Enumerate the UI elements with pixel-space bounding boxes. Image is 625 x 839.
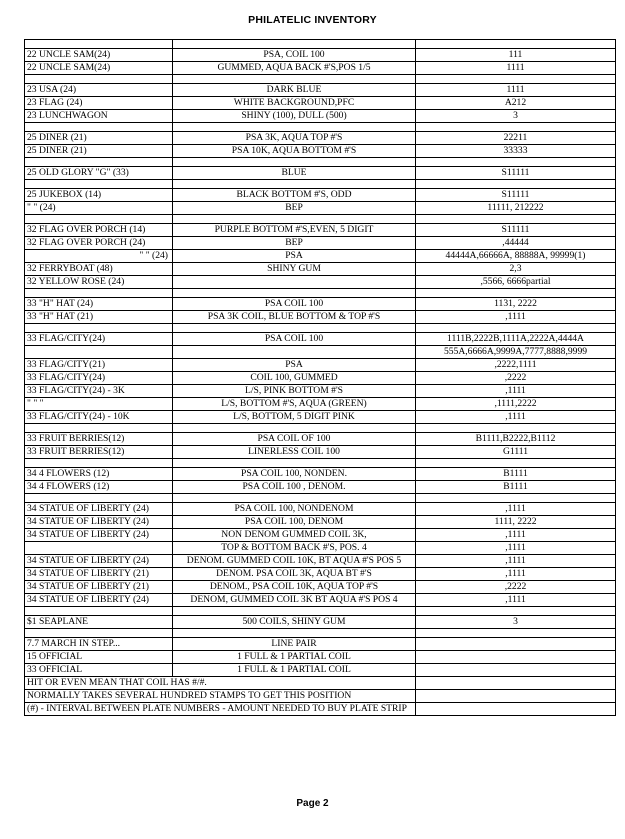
table-row xyxy=(25,167,616,180)
empty-cell xyxy=(416,607,616,616)
empty-cell xyxy=(25,459,173,468)
description-cell: DENOM. PSA COIL 3K, AQUA BT #'S xyxy=(173,568,416,581)
item-name-cell: 23 FLAG (24) xyxy=(25,97,173,110)
spacer-row xyxy=(25,494,616,503)
plate-numbers-cell: S11111 xyxy=(416,189,616,202)
description-cell: DENOM. GUMMED COIL 10K, BT AQUA #'S POS 5 xyxy=(173,555,416,568)
empty-cell xyxy=(25,75,173,84)
table-row xyxy=(25,581,616,594)
item-name-cell: 34 STATUE OF LIBERTY (24) xyxy=(25,594,173,607)
description-cell: LINE PAIR xyxy=(173,638,416,651)
empty-cell xyxy=(416,215,616,224)
plate-numbers-cell: ,1111 xyxy=(416,411,616,424)
description-cell: PSA COIL 100 , DENOM. xyxy=(173,481,416,494)
table-row xyxy=(25,385,616,398)
description-cell: L/S, PINK BOTTOM #'S xyxy=(173,385,416,398)
description-cell: LINERLESS COIL 100 xyxy=(173,446,416,459)
plate-numbers-cell: 3 xyxy=(416,110,616,123)
item-name-cell xyxy=(25,542,173,555)
table-row xyxy=(25,263,616,276)
empty-cell xyxy=(416,40,616,49)
note-row xyxy=(25,690,616,703)
plate-numbers-cell: 1111 xyxy=(416,84,616,97)
empty-cell xyxy=(173,123,416,132)
description-cell: PSA COIL 100, DENOM xyxy=(173,516,416,529)
description-cell xyxy=(173,346,416,359)
plate-numbers-cell: S11111 xyxy=(416,167,616,180)
description-cell: BEP xyxy=(173,237,416,250)
plate-numbers-cell: A212 xyxy=(416,97,616,110)
empty-cell xyxy=(173,629,416,638)
empty-cell xyxy=(25,215,173,224)
plate-numbers-cell: 33333 xyxy=(416,145,616,158)
spacer-row xyxy=(25,607,616,616)
plate-numbers-cell: 2,3 xyxy=(416,263,616,276)
plate-numbers-cell xyxy=(416,664,616,677)
item-name-cell: 32 FLAG OVER PORCH (24) xyxy=(25,237,173,250)
empty-cell xyxy=(416,158,616,167)
item-name-cell: 25 OLD GLORY "G" (33) xyxy=(25,167,173,180)
table-row xyxy=(25,49,616,62)
plate-numbers-cell xyxy=(416,651,616,664)
item-name-cell: 33 FLAG/CITY(21) xyxy=(25,359,173,372)
empty-cell xyxy=(173,289,416,298)
description-cell: PSA COIL 100 xyxy=(173,333,416,346)
plate-numbers-cell: 1111, 2222 xyxy=(416,516,616,529)
plate-numbers-cell: 22211 xyxy=(416,132,616,145)
spacer-row xyxy=(25,158,616,167)
spacer-row xyxy=(25,289,616,298)
spacer-row xyxy=(25,629,616,638)
empty-cell xyxy=(173,324,416,333)
item-name-cell: 33 OFFICIAL xyxy=(25,664,173,677)
empty-cell xyxy=(25,424,173,433)
description-cell: GUMMED, AQUA BACK #'S,POS 1/5 xyxy=(173,62,416,75)
empty-cell xyxy=(25,289,173,298)
page-title: PHILATELIC INVENTORY xyxy=(248,14,377,26)
plate-numbers-cell: ,1111 xyxy=(416,503,616,516)
table-row xyxy=(25,411,616,424)
table-row xyxy=(25,664,616,677)
table-row xyxy=(25,481,616,494)
description-cell: PSA COIL 100, NONDEN. xyxy=(173,468,416,481)
table-row xyxy=(25,568,616,581)
description-cell: L/S, BOTTOM #'S, AQUA (GREEN) xyxy=(173,398,416,411)
table-row xyxy=(25,651,616,664)
description-cell: BEP xyxy=(173,202,416,215)
description-cell: BLUE xyxy=(173,167,416,180)
item-name-cell: 22 UNCLE SAM(24) xyxy=(25,49,173,62)
empty-cell xyxy=(416,459,616,468)
table-row xyxy=(25,594,616,607)
plate-numbers-cell: ,5566, 6666partial xyxy=(416,276,616,289)
plate-numbers-cell: 555A,6666A,9999A,7777,8888,9999 xyxy=(416,346,616,359)
item-name-cell: 23 USA (24) xyxy=(25,84,173,97)
description-cell: PSA COIL 100 xyxy=(173,298,416,311)
description-cell: 500 COILS, SHINY GUM xyxy=(173,616,416,629)
item-name-cell: 34 STATUE OF LIBERTY (21) xyxy=(25,581,173,594)
description-cell: PSA 10K, AQUA BOTTOM #'S xyxy=(173,145,416,158)
plate-numbers-cell: ,1111 xyxy=(416,311,616,324)
empty-cell xyxy=(416,180,616,189)
plate-numbers-cell: ,44444 xyxy=(416,237,616,250)
description-cell: PSA xyxy=(173,359,416,372)
item-name-cell: 25 DINER (21) xyxy=(25,145,173,158)
description-cell: PSA 3K, AQUA TOP #'S xyxy=(173,132,416,145)
item-name-cell: 7.7 MARCH IN STEP... xyxy=(25,638,173,651)
item-name-cell: 25 JUKEBOX (14) xyxy=(25,189,173,202)
plate-numbers-cell: 44444A,66666A, 88888A, 99999(1) xyxy=(416,250,616,263)
description-cell: SHINY GUM xyxy=(173,263,416,276)
item-name-cell: 33 FLAG/CITY(24) xyxy=(25,372,173,385)
spacer-row xyxy=(25,424,616,433)
empty-cell xyxy=(173,40,416,49)
table-row xyxy=(25,529,616,542)
table-row xyxy=(25,468,616,481)
plate-numbers-cell: ,1111 xyxy=(416,555,616,568)
item-name-cell: 33 FRUIT BERRIES(12) xyxy=(25,433,173,446)
empty-cell xyxy=(173,424,416,433)
plate-numbers-cell xyxy=(416,638,616,651)
description-cell: WHITE BACKGROUND,PFC xyxy=(173,97,416,110)
empty-cell xyxy=(416,424,616,433)
empty-cell xyxy=(416,677,616,690)
table-row xyxy=(25,555,616,568)
plate-numbers-cell: ,1111,2222 xyxy=(416,398,616,411)
item-name-cell: 25 DINER (21) xyxy=(25,132,173,145)
item-name-cell: 15 OFFICIAL xyxy=(25,651,173,664)
table-row xyxy=(25,145,616,158)
table-row xyxy=(25,224,616,237)
table-row xyxy=(25,359,616,372)
table-row xyxy=(25,616,616,629)
table-row xyxy=(25,189,616,202)
plate-numbers-cell: S11111 xyxy=(416,224,616,237)
table-row xyxy=(25,298,616,311)
plate-numbers-cell: ,1111 xyxy=(416,594,616,607)
plate-numbers-cell: 111 xyxy=(416,49,616,62)
table-row xyxy=(25,503,616,516)
plate-numbers-cell: B1111 xyxy=(416,481,616,494)
empty-cell xyxy=(25,607,173,616)
table-row xyxy=(25,638,616,651)
item-name-cell: 34 STATUE OF LIBERTY (24) xyxy=(25,516,173,529)
item-name-cell: " " " xyxy=(25,398,173,411)
description-cell: PURPLE BOTTOM #'S,EVEN, 5 DIGIT xyxy=(173,224,416,237)
note-text: (#) - INTERVAL BETWEEN PLATE NUMBERS - AMOUNT NEEDED TO BUY PLATE STRIP xyxy=(25,703,416,716)
table-row xyxy=(25,446,616,459)
note-row xyxy=(25,703,616,716)
empty-cell xyxy=(416,123,616,132)
empty-cell xyxy=(173,75,416,84)
table-row xyxy=(25,398,616,411)
inventory-table xyxy=(24,39,616,716)
plate-numbers-cell: 1111 xyxy=(416,62,616,75)
inventory-table-body xyxy=(25,40,616,716)
description-cell: SHINY (100), DULL (500) xyxy=(173,110,416,123)
plate-numbers-cell: ,2222,1111 xyxy=(416,359,616,372)
description-cell: DARK BLUE xyxy=(173,84,416,97)
item-name-cell: 33 FLAG/CITY(24) xyxy=(25,333,173,346)
table-row xyxy=(25,311,616,324)
description-cell: PSA 3K COIL, BLUE BOTTOM & TOP #'S xyxy=(173,311,416,324)
item-name-cell: " " (24) xyxy=(25,250,173,263)
item-name-cell: 34 STATUE OF LIBERTY (24) xyxy=(25,503,173,516)
table-row xyxy=(25,516,616,529)
table-row xyxy=(25,542,616,555)
table-row xyxy=(25,237,616,250)
table-row xyxy=(25,276,616,289)
plate-numbers-cell: ,2222 xyxy=(416,581,616,594)
table-row xyxy=(25,433,616,446)
note-text: HIT OR EVEN MEAN THAT COIL HAS #/#. xyxy=(25,677,416,690)
item-name-cell: 34 4 FLOWERS (12) xyxy=(25,481,173,494)
item-name-cell: " " (24) xyxy=(25,202,173,215)
item-name-cell: 33 FLAG/CITY(24) - 10K xyxy=(25,411,173,424)
description-cell: PSA COIL OF 100 xyxy=(173,433,416,446)
plate-numbers-cell: ,1111 xyxy=(416,385,616,398)
item-name-cell: 34 STATUE OF LIBERTY (24) xyxy=(25,529,173,542)
empty-cell xyxy=(173,494,416,503)
empty-cell xyxy=(25,158,173,167)
empty-cell xyxy=(416,629,616,638)
item-name-cell xyxy=(25,346,173,359)
item-name-cell: 32 FLAG OVER PORCH (14) xyxy=(25,224,173,237)
spacer-row xyxy=(25,75,616,84)
item-name-cell: 32 YELLOW ROSE (24) xyxy=(25,276,173,289)
empty-cell xyxy=(416,690,616,703)
empty-cell xyxy=(173,607,416,616)
table-row xyxy=(25,333,616,346)
table-row xyxy=(25,202,616,215)
empty-cell xyxy=(25,494,173,503)
empty-cell xyxy=(25,180,173,189)
empty-cell xyxy=(173,459,416,468)
item-name-cell: 33 FRUIT BERRIES(12) xyxy=(25,446,173,459)
empty-cell xyxy=(173,215,416,224)
item-name-cell: $1 SEAPLANE xyxy=(25,616,173,629)
note-row xyxy=(25,677,616,690)
plate-numbers-cell: 11111, 212222 xyxy=(416,202,616,215)
plate-numbers-cell: ,1111 xyxy=(416,542,616,555)
description-cell: PSA, COIL 100 xyxy=(173,49,416,62)
description-cell: COIL 100, GUMMED xyxy=(173,372,416,385)
spacer-row xyxy=(25,180,616,189)
empty-cell xyxy=(25,629,173,638)
spacer-row xyxy=(25,459,616,468)
item-name-cell: 32 FERRYBOAT (48) xyxy=(25,263,173,276)
table-row xyxy=(25,346,616,359)
spacer-row xyxy=(25,123,616,132)
item-name-cell: 33 FLAG/CITY(24) - 3K xyxy=(25,385,173,398)
item-name-cell: 23 LUNCHWAGON xyxy=(25,110,173,123)
description-cell: DENOM., PSA COIL 10K, AQUA TOP #'S xyxy=(173,581,416,594)
description-cell: PSA COIL 100, NONDENOM xyxy=(173,503,416,516)
plate-numbers-cell: 1111B,2222B,1111A,2222A,4444A xyxy=(416,333,616,346)
description-cell: PSA xyxy=(173,250,416,263)
table-row xyxy=(25,84,616,97)
spacer-row xyxy=(25,215,616,224)
table-row xyxy=(25,132,616,145)
item-name-cell: 34 4 FLOWERS (12) xyxy=(25,468,173,481)
empty-cell xyxy=(25,324,173,333)
description-cell xyxy=(173,276,416,289)
plate-numbers-cell: ,2222 xyxy=(416,372,616,385)
page-footer: Page 2 xyxy=(296,798,329,809)
plate-numbers-cell: G1111 xyxy=(416,446,616,459)
item-name-cell: 22 UNCLE SAM(24) xyxy=(25,62,173,75)
plate-numbers-cell: ,1111 xyxy=(416,529,616,542)
plate-numbers-cell: 1131, 2222 xyxy=(416,298,616,311)
item-name-cell: 34 STATUE OF LIBERTY (21) xyxy=(25,568,173,581)
description-cell: TOP & BOTTOM BACK #'S, POS. 4 xyxy=(173,542,416,555)
empty-cell xyxy=(416,494,616,503)
plate-numbers-cell: B1111,B2222,B1112 xyxy=(416,433,616,446)
description-cell: 1 FULL & 1 PARTIAL COIL xyxy=(173,651,416,664)
table-row xyxy=(25,250,616,263)
spacer-row xyxy=(25,324,616,333)
empty-cell xyxy=(416,703,616,716)
description-cell: DENOM, GUMMED COIL 3K BT AQUA #'S POS 4 xyxy=(173,594,416,607)
table-row xyxy=(25,372,616,385)
description-cell: BLACK BOTTOM #'S, ODD xyxy=(173,189,416,202)
plate-numbers-cell: ,1111 xyxy=(416,568,616,581)
plate-numbers-cell: 3 xyxy=(416,616,616,629)
empty-cell xyxy=(25,40,173,49)
item-name-cell: 33 "H" HAT (24) xyxy=(25,298,173,311)
item-name-cell: 34 STATUE OF LIBERTY (24) xyxy=(25,555,173,568)
table-row xyxy=(25,97,616,110)
empty-cell xyxy=(173,158,416,167)
description-cell: L/S, BOTTOM, 5 DIGIT PINK xyxy=(173,411,416,424)
empty-cell xyxy=(416,289,616,298)
spacer-row xyxy=(25,40,616,49)
note-text: NORMALLY TAKES SEVERAL HUNDRED STAMPS TO GET THIS POSITION xyxy=(25,690,416,703)
table-row xyxy=(25,62,616,75)
description-cell: 1 FULL & 1 PARTIAL COIL xyxy=(173,664,416,677)
table-row xyxy=(25,110,616,123)
empty-cell xyxy=(173,180,416,189)
plate-numbers-cell: B1111 xyxy=(416,468,616,481)
item-name-cell: 33 "H" HAT (21) xyxy=(25,311,173,324)
description-cell: NON DENOM GUMMED COIL 3K, xyxy=(173,529,416,542)
empty-cell xyxy=(416,75,616,84)
empty-cell xyxy=(416,324,616,333)
empty-cell xyxy=(25,123,173,132)
